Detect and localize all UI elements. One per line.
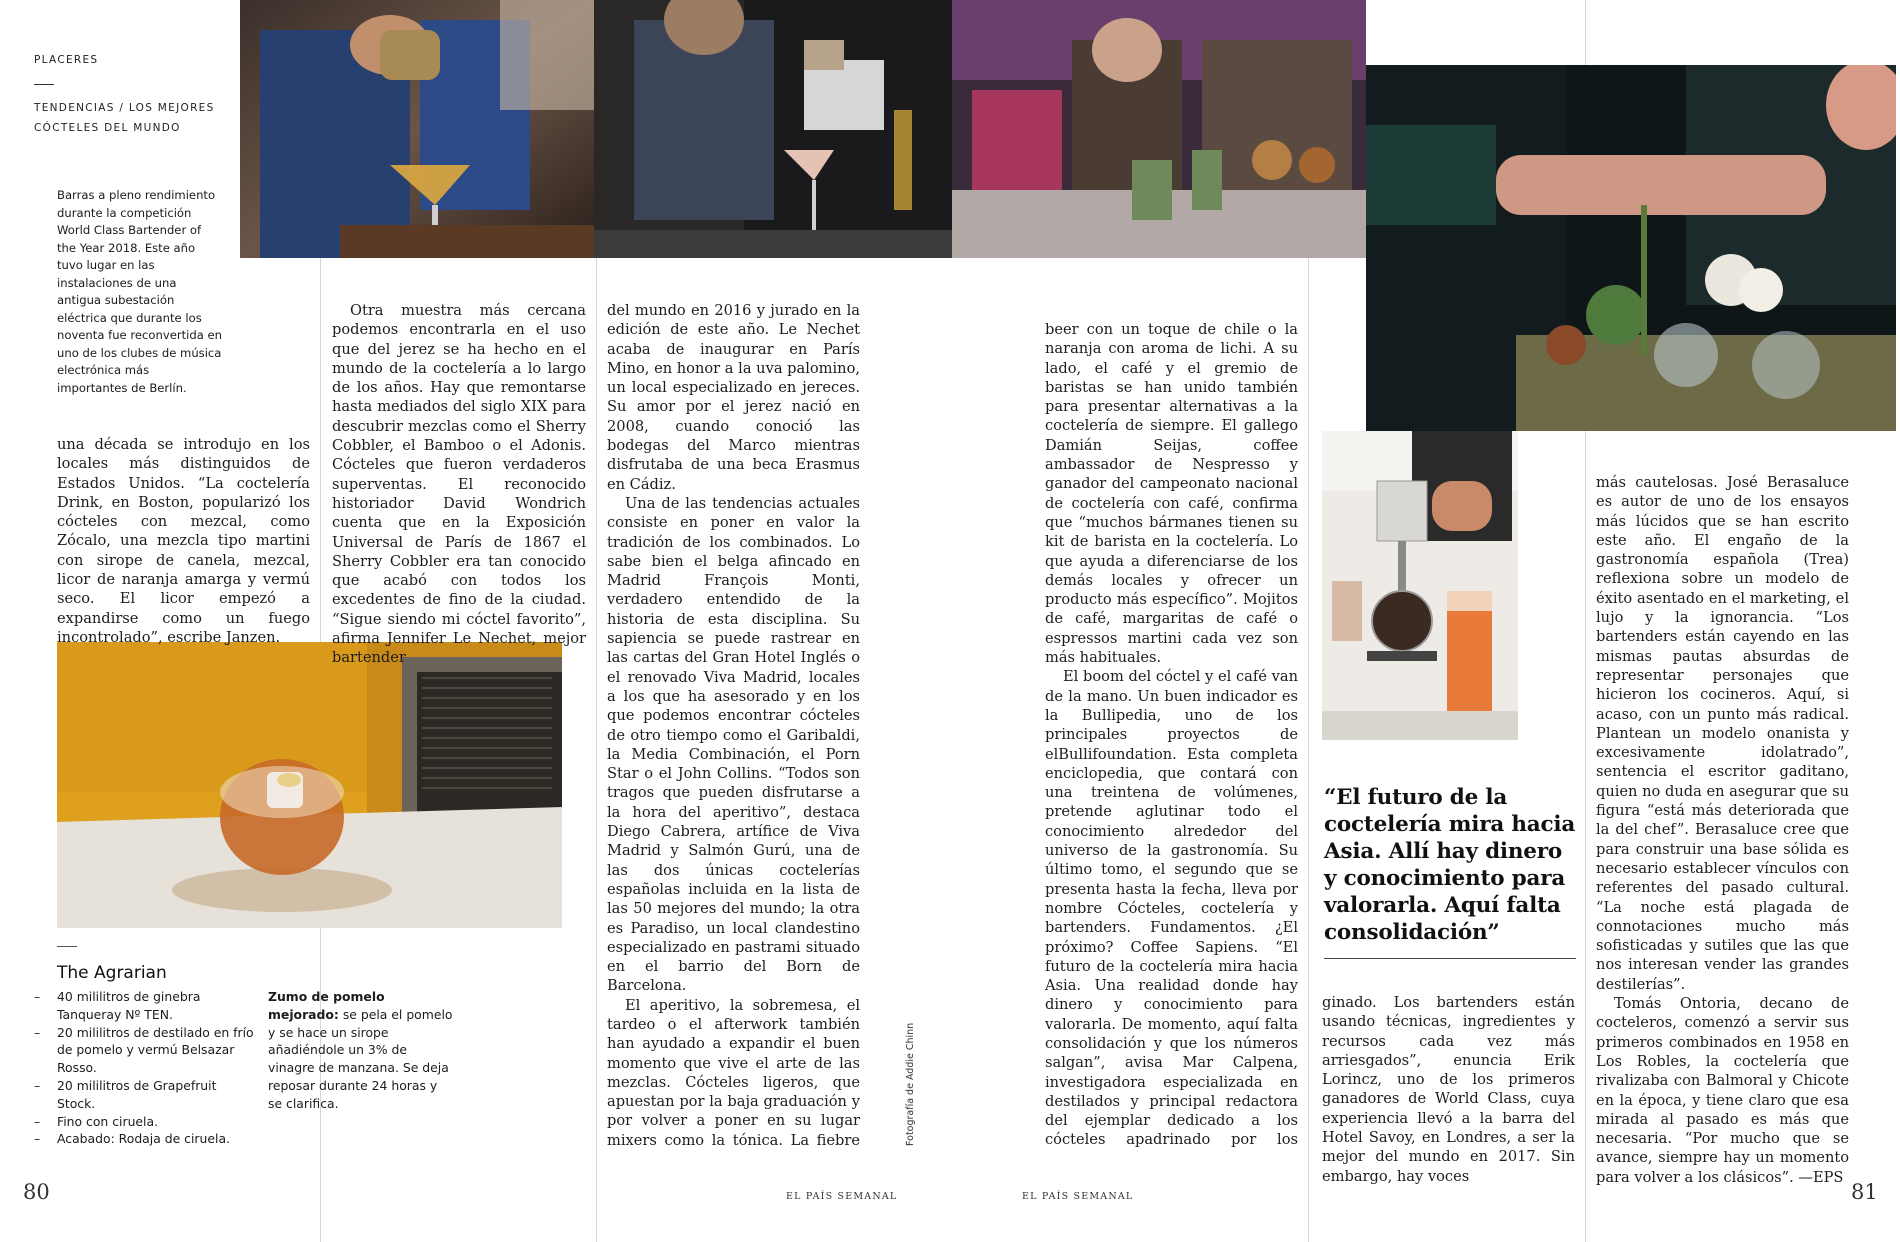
recipe-title: The Agrarian [57, 963, 167, 983]
recipe-note-text: se pela el pomelo y se hace un sirope añadiéndole un 3% de vinagre de manzana. Se deja reposar durante 24 horas y se clarifica. [268, 1006, 453, 1111]
page-number-left: 80 [23, 1180, 50, 1204]
paragraph: El boom del cóctel y el café van de la mano. Un buen indicador es la Bullipedia, uno de los principales proyectos de elBullifoundation. Esta completa enciclopedia, que contará con una treintena de volúmenes, pretende aglutinar todo el conocimiento alrededor del universo de la gastronomía. Su último tomo, el segundo que se presenta hasta la fecha, lleva por nombre Cócteles, coctelería y bartenders. Fundamentos. ¿El próximo? Coffee Sapiens. “El futuro de la coctelería mira hacia Asia. Una realidad donde hay dinero y conocimiento para valorarla. De momento, aquí falta consolidación y que los números salgan”, avisa Mar Calpena, investigadora especializada en destilados y principal redactora del ejemplar dedicado a los cócteles apadrinado por los [1045, 668, 1298, 1149]
photo-agrarian-cocktail [57, 642, 562, 928]
article-column-6 [1596, 473, 1849, 1187]
subsection-line-2: CÓCTELES DEL MUNDO [34, 122, 181, 134]
article-column-4 [1045, 320, 1298, 1149]
article-column-3 [607, 301, 860, 1149]
pull-quote-rule [1324, 958, 1576, 959]
ingredient-item: – 20 mililitros de destilado en frío de pomelo y vermú Belsazar Rosso. [34, 1024, 254, 1077]
ingredient-item: – Acabado: Rodaja de ciruela. [34, 1130, 254, 1148]
paragraph: El aperitivo, la sobremesa, el tardeo o el afterwork también han ayudado a expandir el buen momento que vive el arte de las mezclas. Cócteles ligeros, que apuestan por la baja graduación y por volver a poner en su lugar mixers como la tónica. La fiebre [607, 996, 860, 1149]
article-column-5 [1322, 993, 1575, 1186]
running-footer-left: EL PAÍS SEMANAL [786, 1191, 898, 1202]
article-column-2 [332, 301, 586, 668]
recipe-note-heading: Zumo de pomelo mejorado: [268, 989, 385, 1022]
photo-caption: Barras a pleno rendimiento durante la competición World Class Bartender of the Year 2018. Este año tuvo lugar en las instalaciones de una antigua subestación eléctrica que durante los noventa fue reconvertida en uno de los clubes de música electrónica más importantes de Berlín. [57, 188, 222, 395]
section-label: PLACERES [34, 54, 99, 66]
recipe-rule [57, 946, 77, 947]
ingredient-item: – Fino con ciruela. [34, 1113, 254, 1131]
paragraph: Una de las tendencias actuales consiste en poner en valor la tradición de los combinados. Lo sabe bien el belga afincado en Madrid François Monti, verdadero entendido de la historia de esta disciplina. Su sapiencia se puede rastrear en las cartas del Gran Hotel Inglés o el renovado Viva Madrid, locales a los que ha asesorado y en los que podemos encontrar cócteles de otro tiempo como el Garibaldi, la Media Combinación, el Porn Star o el John Collins. “Todos son tragos que pueden disfrutarse a la hora del aperitivo”, destaca Diego Cabrera, artífice de Viva Madrid y Salmón Gurú, una de las dos únicas coctelerías españolas incluida en la lista de las 50 mejores del mundo; la otra es Paradiso, un local clandestino especializado en pastrami situado en el barrio del Born de Barcelona. [607, 494, 860, 995]
subsection-line-1: TENDENCIAS / LOS MEJORES [34, 102, 215, 114]
paragraph: del mundo en 2016 y jurado en la edición de este año. Le Nechet acaba de inaugurar en París Mino, en honor a la uva palomino, un local especializado en jereces. Su amor por el jerez nació en 2008, cuando conoció las bodegas del Marco mientras disfrutaba de una beca Erasmus en Cádiz. [607, 302, 860, 493]
paragraph: más cautelosas. José Berasaluce es autor de uno de los ensayos más lúcidos que se han escrito este año. El engaño de la gastronomía española (Trea) reflexiona sobre un modelo de éxito asentado en el marketing, el lujo y la ignorancia. “Los bartenders están cayendo en las mismas pautas absurdas de representar personajes que hicieron los cocineros. Aquí, si acaso, con un punto más radical. Plantean un modelo onanista y excesivamente idolatrado”, sentencia el escritor gaditano, quien no duda en asegurar que su figura “está más deteriorada que la del chef”. Berasaluce cree que para construir una base sólida es necesario establecer vínculos con referentes del pasado cultural. “La noche está plagada de connotaciones mucho más sofisticadas y sutiles que las que nos interesan vender las grandes destilerías”. [1596, 474, 1849, 993]
paragraph: una década se introdujo en los locales más distinguidos de Estados Unidos. “La coctelería Drink, en Boston, popularizó los cócteles con mezcal, como Zócalo, una mezcla tipo martini con sirope de canela, mezcal, licor de naranja amarga y vermú seco. El licor empezó a expandirse como un fuego incontrolado”, escribe Janzen. [57, 436, 310, 646]
ingredient-item: – 40 mililitros de ginebra Tanqueray Nº TEN. [34, 988, 254, 1024]
recipe-ingredients [34, 988, 254, 1148]
photo-siphon-coffee [1322, 431, 1518, 740]
article-column-1 [57, 435, 310, 647]
photo-bar-crowd [952, 0, 1366, 258]
paragraph: Otra muestra más cercana podemos encontrarla en el uso que del jerez se ha hecho en el mundo de la coctelería a lo largo de los años. Hay que remontarse hasta mediados del siglo XIX para descubrir mezclas como el Sherry Cobbler, el Bamboo o el Adonis. Cócteles que fueron verdaderos superventas. El reconocido historiador David Wondrich cuenta que en la Exposición Universal de París de 1867 el Sherry Cobbler era tan conocido que acabó con todos los excedentes de fino de la ciudad. “Sigue siendo mi cóctel favorito”, afirma Jennifer Le Nechet, mejor bartender [332, 302, 586, 667]
page-number-right: 81 [1851, 1180, 1878, 1204]
kicker-rule [34, 84, 54, 85]
photo-bartender-pouring [240, 0, 594, 258]
ingredient-item: – 20 mililitros de Grapefruit Stock. [34, 1077, 254, 1113]
paragraph: Tomás Ontoria, decano de cocteleros, comenzó a servir sus primeros combinados en 1958 en Los Robles, la coctelería que rivalizaba con Balmoral y Chicote en la época, y tiene claro que esa mirada al pasado es más que necesaria. “Por mucho que se avance, siempre hay un momento para volver a los clásicos”. —EPS [1596, 995, 1849, 1186]
pull-quote: “El futuro de la coctelería mira hacia Asia. Allí hay dinero y conocimiento para valorarla. Aquí falta consolidación” [1324, 785, 1576, 945]
running-footer-right: EL PAÍS SEMANAL [1022, 1191, 1134, 1202]
photo-credit: Fotografía de Addie Chinn [905, 1022, 916, 1146]
photo-bartender-shaker [594, 0, 952, 258]
recipe-note [268, 988, 453, 1113]
subsection-label [34, 98, 215, 138]
paragraph: beer con un toque de chile o la naranja con aroma de lichi. A su lado, el café y el gremio de baristas se han unido también para presentar alternativas a la coctelería de siempre. El gallego Damián Seijas, coffee ambassador de Nespresso y ganador del campeonato nacional de coctelería con café, confirma que “muchos bármanes tienen su kit de barista en la coctelería. Lo que ayuda a diferenciarse de los demás locales y ofrecer un producto más específico”. Mojitos de café, margaritas de café o espressos martini cada vez son más habituales. [1045, 321, 1298, 667]
paragraph: ginado. Los bartenders están usando técnicas, ingredientes y recursos cada vez más arriesgados”, enuncia Erik Lorincz, uno de los primeros ganadores de World Class, cuya experiencia llevó a la barra del Hotel Savoy, en Londres, a ser la mejor del mundo en 2017. Sin embargo, hay voces [1322, 994, 1575, 1185]
photo-bartender-garnish [1366, 65, 1896, 431]
